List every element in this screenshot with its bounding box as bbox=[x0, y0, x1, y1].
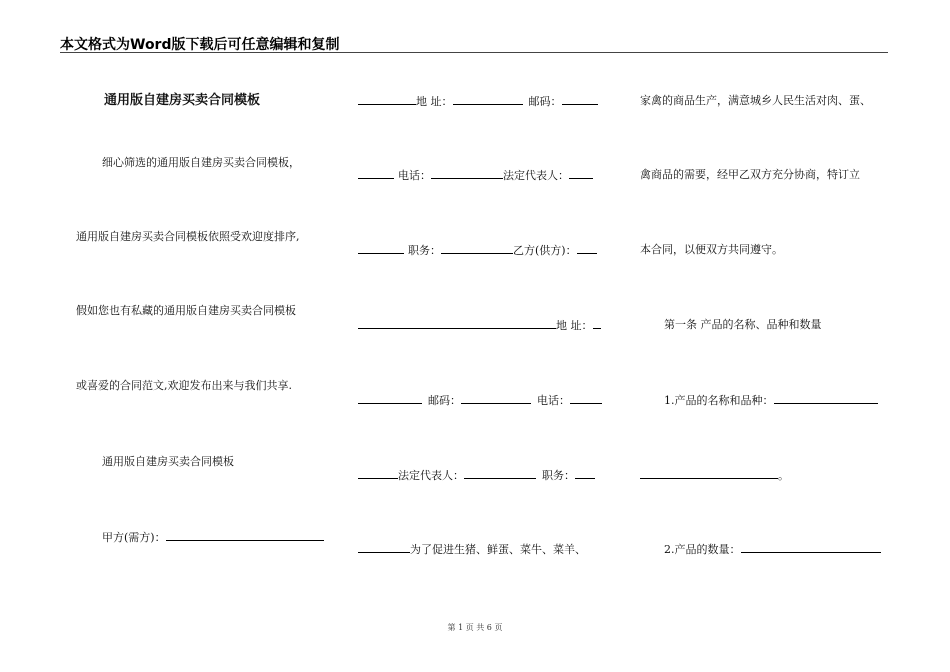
blank bbox=[358, 393, 422, 404]
document-header-title: 本文格式为Word版下载后可任意编辑和复制 bbox=[60, 37, 340, 53]
blank bbox=[358, 542, 410, 553]
header-rule bbox=[60, 52, 888, 53]
position-label: 职务： bbox=[408, 244, 441, 257]
legal-rep-label: 法定代表人： bbox=[503, 169, 569, 182]
party-b-label: 乙方(供方)： bbox=[513, 244, 577, 257]
product-quantity-line bbox=[664, 542, 881, 557]
party-b-legal-rep-line bbox=[358, 468, 595, 483]
intro-line-2: 通用版自建房买卖合同模板依照受欢迎度排序, bbox=[76, 230, 300, 243]
party-a-line bbox=[102, 530, 324, 545]
address-blank bbox=[593, 318, 601, 329]
address-blank bbox=[453, 94, 523, 105]
position-blank bbox=[441, 243, 513, 254]
product-quantity-blank bbox=[741, 542, 881, 553]
postcode-blank bbox=[461, 393, 531, 404]
party-a-label: 甲方(需方)： bbox=[102, 531, 166, 544]
blank bbox=[358, 168, 394, 179]
party-a-address-line bbox=[358, 94, 598, 109]
intro-line-1: 细心筛选的通用版自建房买卖合同模板， bbox=[102, 156, 300, 169]
purpose-line-3: 禽商品的需要，经甲乙双方充分协商，特订立 bbox=[640, 168, 860, 181]
product-quantity-label: 2.产品的数量： bbox=[664, 543, 741, 556]
purpose-line-4: 本合同，以便双方共同遵守。 bbox=[640, 243, 783, 256]
postcode-label: 邮码： bbox=[428, 394, 461, 407]
party-a-phone-line bbox=[358, 168, 593, 183]
phone-blank bbox=[570, 393, 602, 404]
address-label: 地 址： bbox=[416, 95, 453, 108]
legal-rep-blank bbox=[569, 168, 593, 179]
phone-label: 电话： bbox=[537, 394, 570, 407]
purpose-line-2: 家禽的商品生产，满意城乡人民生活对肉、蛋、 bbox=[640, 94, 871, 107]
party-b-address-line bbox=[358, 318, 601, 333]
period: 。 bbox=[778, 469, 789, 482]
product-name-blank bbox=[774, 393, 878, 404]
blank bbox=[640, 468, 778, 479]
page-number: 第 1 页 共 6 页 bbox=[447, 623, 503, 632]
intro-line-3: 假如您也有私藏的通用版自建房买卖合同模板 bbox=[76, 304, 296, 317]
blank bbox=[358, 468, 398, 479]
phone-label: 电话： bbox=[398, 169, 431, 182]
intro-line-4: 或喜爱的合同范文,欢迎发布出来与我们共享. bbox=[76, 379, 292, 392]
purpose-line bbox=[358, 542, 586, 557]
article-1-heading: 第一条 产品的名称、品种和数量 bbox=[664, 318, 822, 331]
product-name-label: 1.产品的名称和品种： bbox=[664, 394, 774, 407]
legal-rep-label: 法定代表人： bbox=[398, 469, 464, 482]
party-b-blank bbox=[577, 243, 597, 254]
postcode-label: 邮码： bbox=[528, 95, 562, 108]
legal-rep-blank bbox=[464, 468, 536, 479]
document-title: 通用版自建房买卖合同模板 bbox=[104, 93, 261, 108]
party-a-position-line bbox=[358, 243, 597, 258]
blank bbox=[358, 94, 416, 105]
subtitle: 通用版自建房买卖合同模板 bbox=[102, 455, 234, 468]
purpose-text: 为了促进生猪、鲜蛋、菜牛、菜羊、 bbox=[410, 543, 586, 556]
party-b-postcode-line bbox=[358, 393, 602, 408]
position-blank bbox=[575, 468, 595, 479]
address-label: 地 址： bbox=[556, 319, 593, 332]
position-label: 职务： bbox=[542, 469, 575, 482]
product-name-continuation bbox=[640, 468, 789, 483]
phone-blank bbox=[431, 168, 503, 179]
postcode-blank bbox=[562, 94, 598, 105]
blank bbox=[358, 243, 404, 254]
product-name-line bbox=[664, 393, 878, 408]
blank bbox=[358, 318, 556, 329]
party-a-blank bbox=[166, 530, 324, 541]
